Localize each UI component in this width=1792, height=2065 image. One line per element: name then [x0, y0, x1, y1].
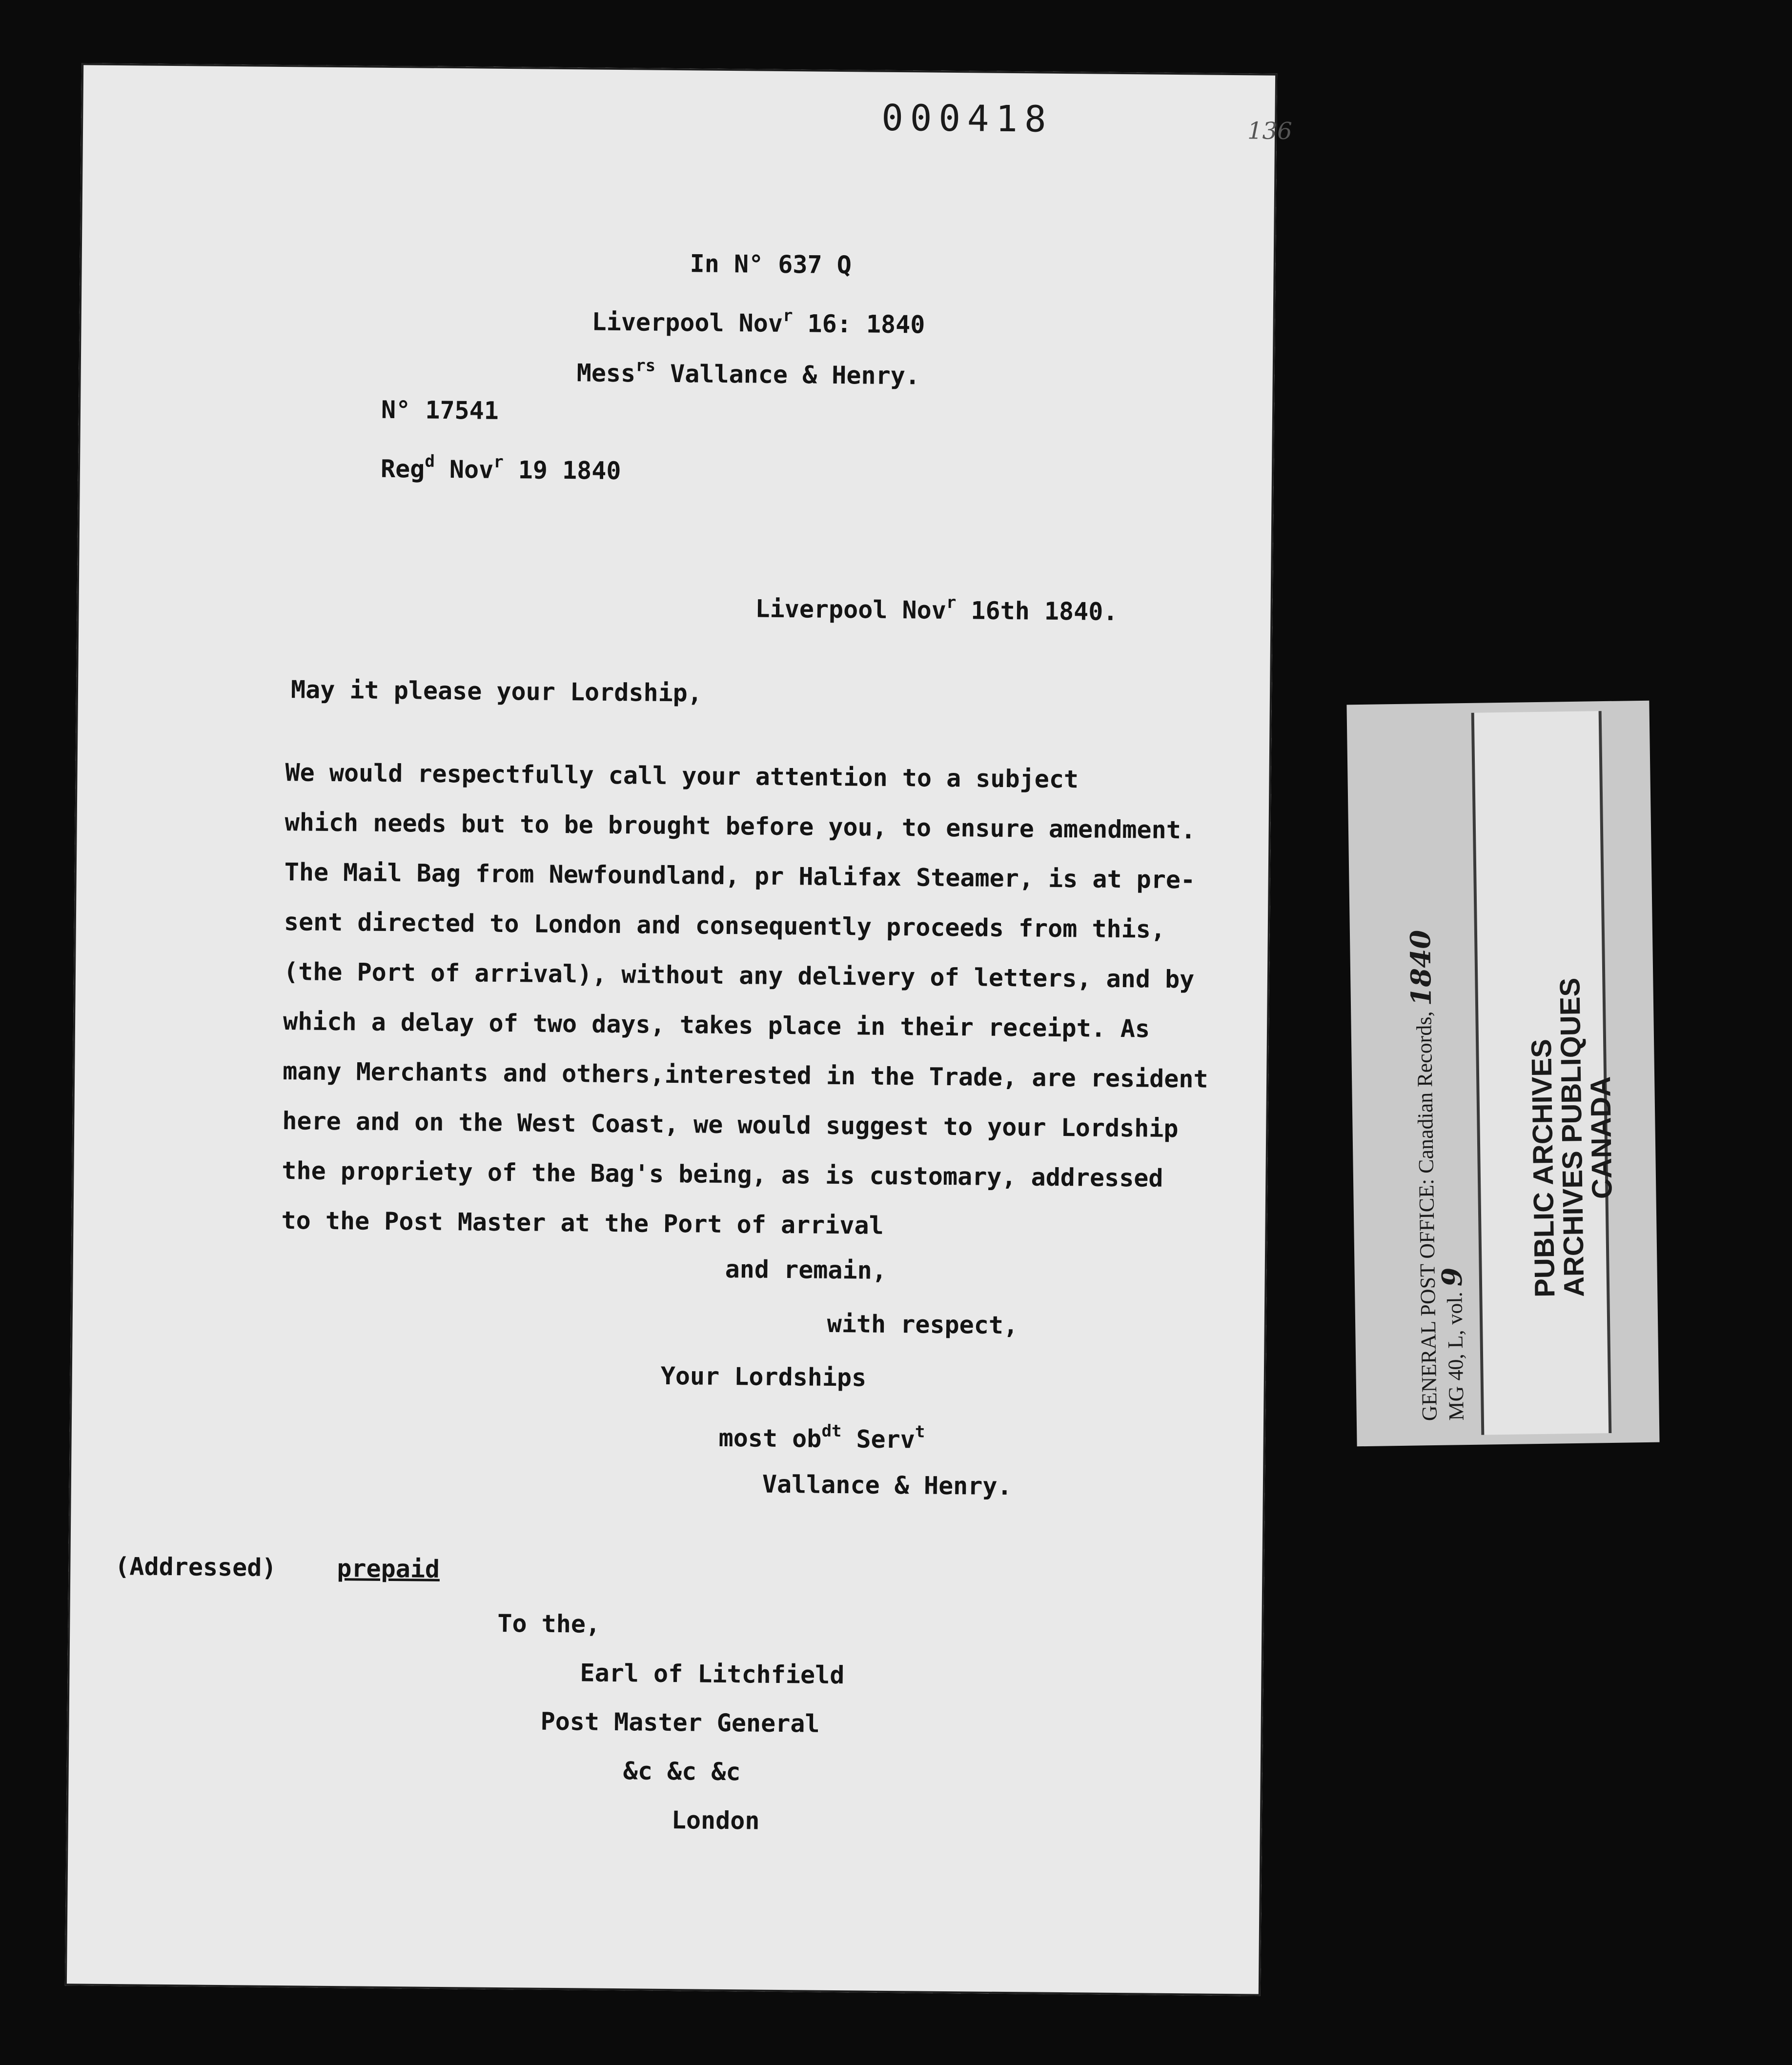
registration-number: N° 17541: [381, 395, 499, 425]
archive-reference-text: GENERAL POST OFFICE: Canadian Records, 1840 MG 40, L, vol. 9: [1404, 930, 1469, 1421]
body-line: The Mail Bag from Newfoundland, pr Halifax Steamer, is at pre-: [284, 858, 1196, 894]
body-line: (the Port of arrival), without any delivery of letters, and by: [283, 957, 1195, 994]
reference-line-2: Liverpool Nov$^r$ 16: 1840: [591, 305, 925, 339]
body-line: many Merchants and others,interested in the Trade, are resident: [282, 1057, 1208, 1093]
body-line: which a delay of two days, takes place in their receipt. As: [283, 1007, 1150, 1043]
letter-date: Liverpool Nov$^r$ 16th 1840.: [755, 592, 1118, 626]
archive-label-card: [1346, 701, 1659, 1447]
closing-line-4: most $ob^{dt}$ Serv$^t$: [718, 1421, 925, 1454]
stamp-number: 000418: [881, 97, 1053, 141]
archive-name-text: PUBLIC ARCHIVES ARCHIVES PUBLIQUES CANADA: [1526, 977, 1618, 1298]
document-page: [65, 63, 1292, 1996]
salutation: May it please your Lordship,: [290, 675, 703, 708]
address-line-4: &c &c &c: [623, 1757, 741, 1786]
addressed-label: (Addressed): [115, 1552, 277, 1582]
signature-line: Vallance & Henry.: [762, 1470, 1012, 1501]
address-line-2: Earl of Litchfield: [580, 1659, 845, 1690]
reference-line-1: In N° 637 Q: [690, 249, 852, 280]
registration-date: Reg$^d$ Nov$^r$ 19 1840: [380, 451, 621, 486]
body-line: We would respectfully call your attention to a subject: [285, 758, 1079, 794]
folio-number: 136: [1247, 117, 1292, 145]
body-line: to the Post Master at the Port of arrival: [281, 1206, 884, 1240]
closing-line-3: Your Lordships: [660, 1361, 867, 1392]
body-line: the propriety of the Bag's being, as is customary, addressed: [282, 1156, 1163, 1193]
body-line: which needs but to be brought before you, to ensure amendment.: [285, 808, 1196, 845]
body-line: sent directed to London and consequently proceeds from this,: [284, 908, 1166, 944]
address-line-5: London: [671, 1806, 760, 1835]
address-line-3: Post Master General: [540, 1707, 820, 1738]
address-line-1: To the,: [497, 1609, 601, 1639]
reference-line-3: Mess$^{rs}$ Vallance & Henry.: [576, 356, 920, 390]
body-line: here and on the West Coast, we would suggest to your Lordship: [282, 1107, 1179, 1143]
closing-line-2: with respect,: [827, 1309, 1018, 1340]
prepaid-note: prepaid: [337, 1554, 440, 1583]
closing-line-1: and remain,: [725, 1255, 887, 1285]
